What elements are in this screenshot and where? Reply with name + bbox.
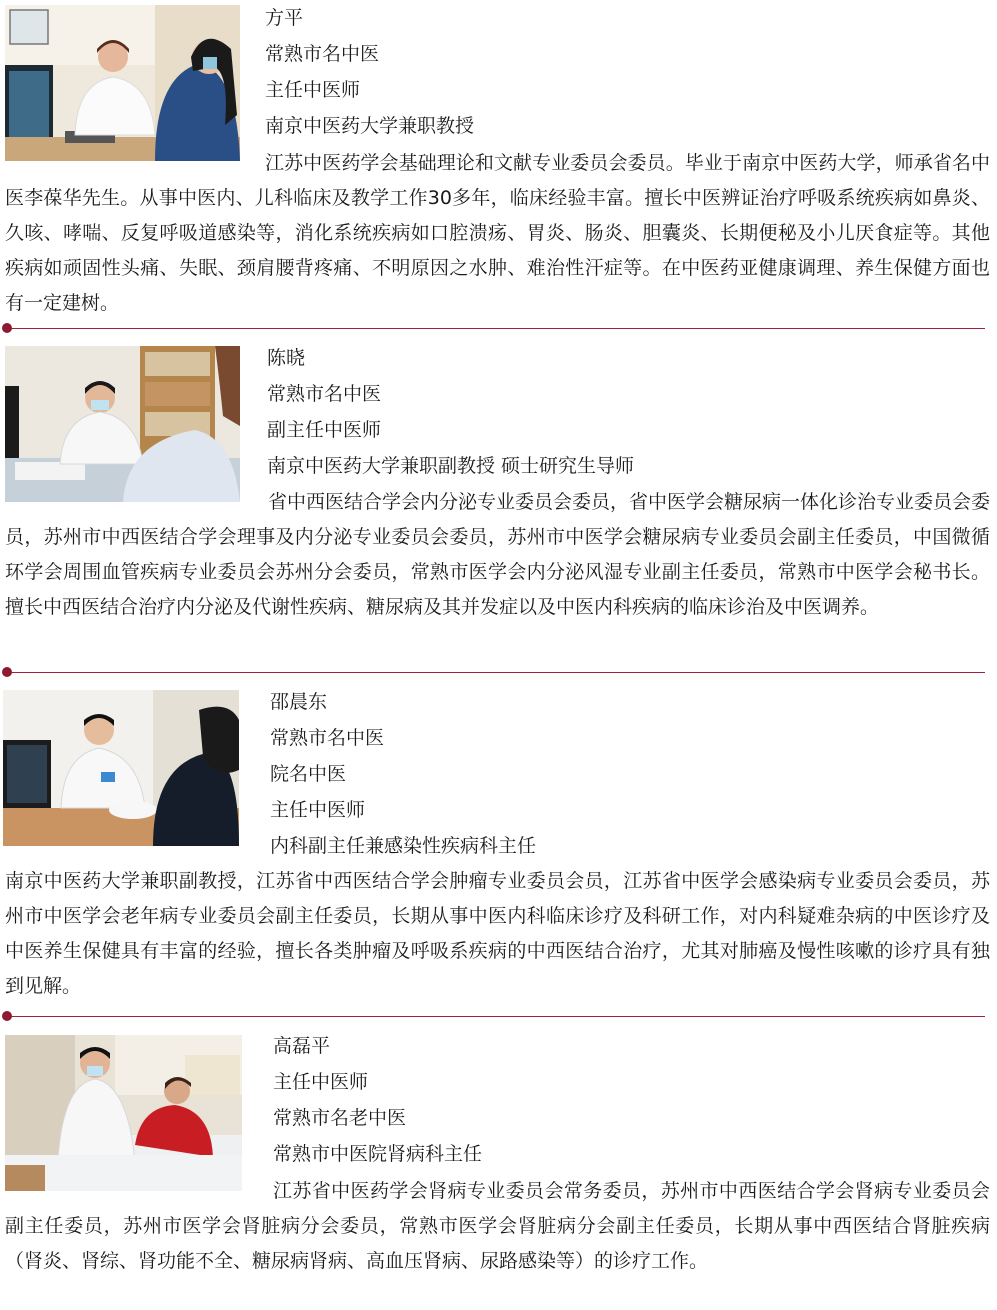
divider-bullet-icon <box>2 667 12 677</box>
doctor-2-name: 陈晓 <box>267 347 306 369</box>
doctor-4-title-2: 常熟市名老中医 <box>273 1107 407 1129</box>
doctor-4-titles <box>273 1028 482 1172</box>
doctor-3-photo <box>3 690 239 846</box>
doctor-3-bio <box>5 864 990 1004</box>
doctor-1-title-3: 南京中医药大学兼职教授 <box>265 115 475 137</box>
doctor-3-titles <box>270 684 536 864</box>
doctor-3-title-1: 常熟市名中医 <box>270 727 385 749</box>
doctor-1-name: 方平 <box>265 7 304 29</box>
divider-bullet-icon <box>2 323 12 333</box>
divider-1 <box>10 328 985 329</box>
doctor-4-title-1: 主任中医师 <box>273 1071 369 1093</box>
doctor-1-bio <box>5 146 990 321</box>
doctor-4-bio-text: 江苏省中医药学会肾病专业委员会常务委员，苏州市中西医结合学会肾病专业委员会副主任委员，苏州市医学会肾脏病分会委员，常熟市医学会肾脏病分会副主任委员，长期从事中西医结合肾脏疾病（肾炎、肾综、肾功能不全、糖尿病肾病、高血压肾病、尿路感染等）的诊疗工作。 <box>5 1180 990 1272</box>
doctor-2-bio <box>5 485 990 625</box>
doctor-2-title-3: 南京中医药大学兼职副教授 硕士研究生导师 <box>267 455 635 477</box>
doctor-2-title-2: 副主任中医师 <box>267 419 382 441</box>
doctor-3-title-4: 内科副主任兼感染性疾病科主任 <box>270 835 537 857</box>
doctor-1-photo <box>5 5 240 161</box>
doctor-3-bio-text: 南京中医药大学兼职副教授，江苏省中西医结合学会肿瘤专业委员会员，江苏省中医学会感染病专业委员会委员，苏州市中医学会老年病专业委员会副主任委员，长期从事中医内科临床诊疗及科研工作，对内科疑难杂病的中医诊疗及中医养生保健具有丰富的经验，擅长各类肿瘤及呼吸系疾病的中西医结合治疗，尤其对肺癌及慢性咳嗽的诊疗具有独到见解。 <box>5 870 990 997</box>
doctor-2-photo <box>5 346 240 502</box>
doctor-4-bio <box>5 1174 990 1279</box>
divider-bullet-icon <box>2 1011 12 1021</box>
doctor-4-photo <box>5 1035 242 1191</box>
doctor-4-title-3: 常熟市中医院肾病科主任 <box>273 1143 483 1165</box>
divider-3 <box>10 1016 985 1017</box>
doctor-2-bio-text: 省中西医结合学会内分泌专业委员会委员，省中医学会糖尿病一体化诊治专业委员会委员，苏州市中西医结合学会理事及内分泌专业委员会委员，苏州市中医学会糖尿病专业委员会副主任委员，中国微循环学会周围血管疾病专业委员会苏州分会委员，常熟市医学会内分泌风湿专业副主任委员，常熟市中医学会秘书长。擅长中西医结合治疗内分泌及代谢性疾病、糖尿病及其并发症以及中医内科疾病的临床诊治及中医调养。 <box>5 491 991 618</box>
divider-2 <box>10 672 985 673</box>
doctor-3-title-3: 主任中医师 <box>270 799 366 821</box>
doctor-1-title-2: 主任中医师 <box>265 79 361 101</box>
doctor-2-titles <box>267 340 634 484</box>
doctor-4-name: 高磊平 <box>273 1035 331 1057</box>
doctor-1-bio-text: 江苏中医药学会基础理论和文献专业委员会委员。毕业于南京中医药大学，师承省名中医李葆华先生。从事中医内、儿科临床及教学工作30多年，临床经验丰富。擅长中医辨证治疗呼吸系统疾病如鼻炎、久咳、哮喘、反复呼吸道感染等，消化系统疾病如口腔溃疡、胃炎、肠炎、胆囊炎、长期便秘及小儿厌食症等。其他疾病如顽固性头痛、失眠、颈肩腰背疼痛、不明原因之水肿、难治性汗症等。在中医药亚健康调理、养生保健方面也有一定建树。 <box>5 152 990 314</box>
doctor-2-title-1: 常熟市名中医 <box>267 383 382 405</box>
doctor-3-title-2: 院名中医 <box>270 763 347 785</box>
doctor-1-title-1: 常熟市名中医 <box>265 43 380 65</box>
doctor-1-titles <box>265 0 474 144</box>
doctor-3-name: 邵晨东 <box>270 691 328 713</box>
